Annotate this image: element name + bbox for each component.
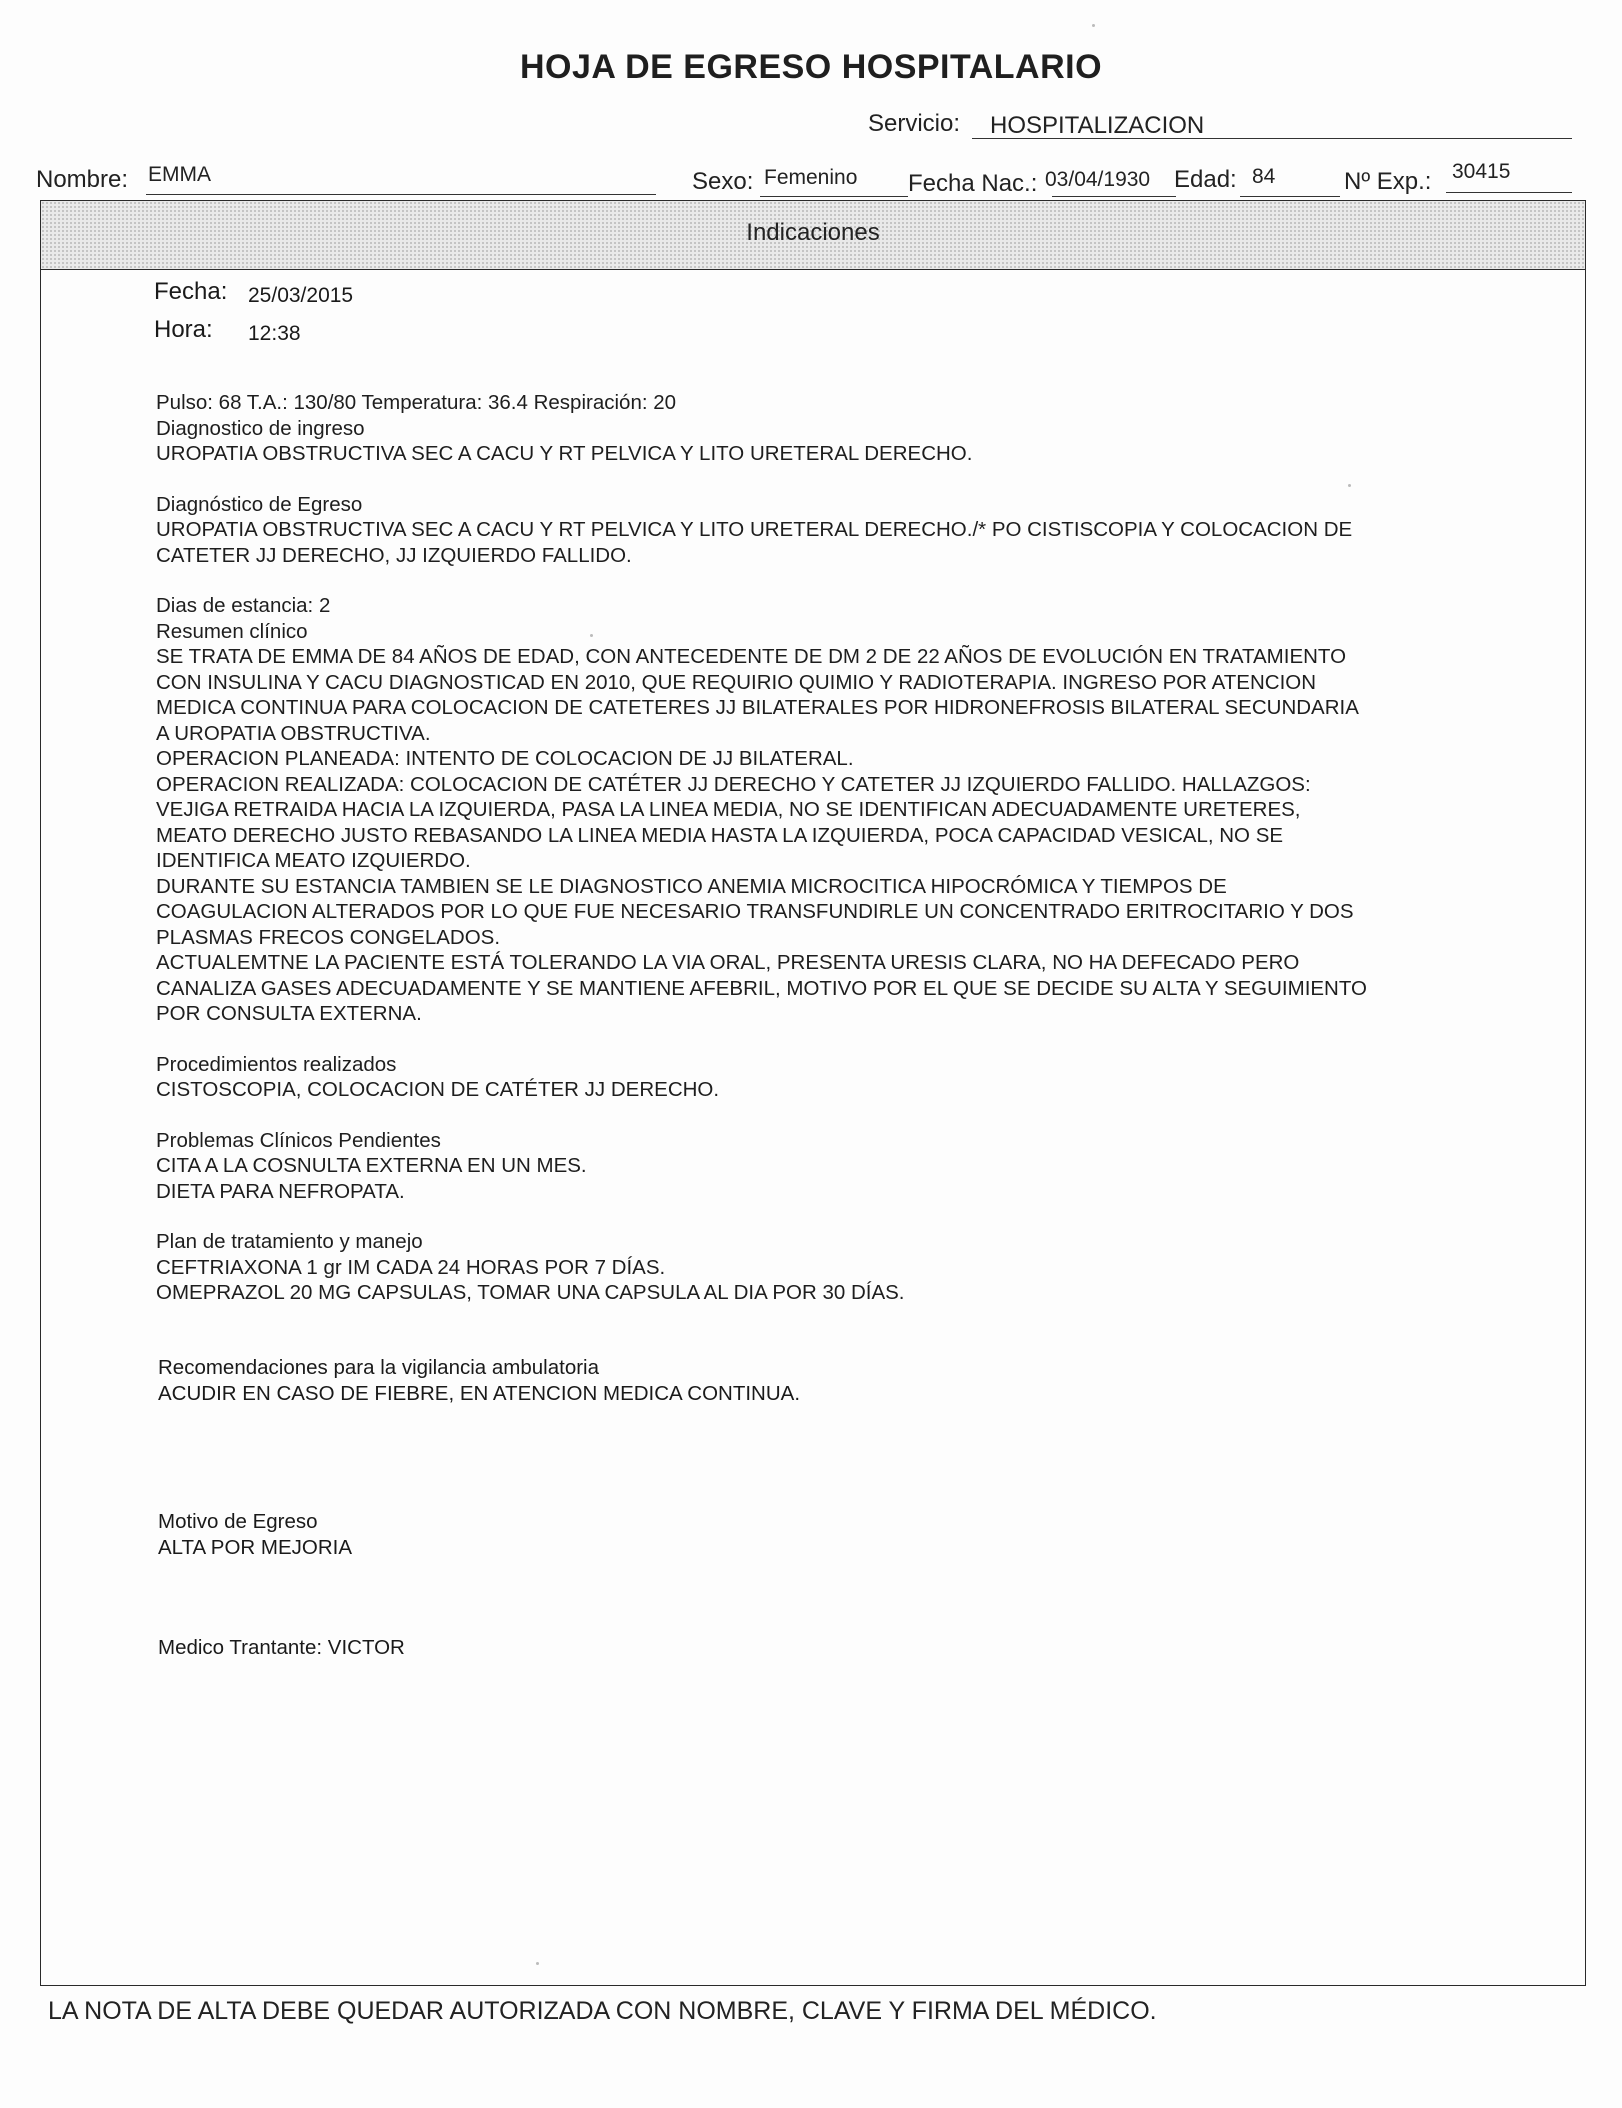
name-label: Nombre: xyxy=(36,166,129,193)
age-value: 84 xyxy=(1252,165,1276,188)
time-label: Hora: xyxy=(154,316,213,343)
name-underline xyxy=(146,194,656,195)
sex-underline xyxy=(760,196,908,197)
clinical-section xyxy=(156,1128,1516,1205)
recommendations-label: Recomendaciones para la vigilancia ambulatoria xyxy=(158,1356,600,1379)
section-line: CON INSULINA Y CACU DIAGNOSTICAD EN 2010, QUE REQUIRIO QUIMIO Y RADIOTERAPIA. INGRESO POR ATENCION xyxy=(156,670,1317,694)
service-underline xyxy=(972,138,1572,139)
scan-speck xyxy=(536,1962,539,1965)
age-label: Edad: xyxy=(1174,166,1237,193)
section-line: CISTOSCOPIA, COLOCACION DE CATÉTER JJ DERECHO. xyxy=(156,1078,720,1101)
time-value: 12:38 xyxy=(248,322,301,345)
clinical-sections xyxy=(156,390,1516,1306)
clinical-section xyxy=(156,1052,1516,1103)
date-value: 25/03/2015 xyxy=(248,284,354,307)
section-line: Diagnóstico de Egreso xyxy=(156,492,363,516)
section-line: OMEPRAZOL 20 MG CAPSULAS, TOMAR UNA CAPSULA AL DIA POR 30 DÍAS. xyxy=(156,1281,905,1304)
discharge-reason-value: ALTA POR MEJORIA xyxy=(158,1536,353,1559)
section-line: UROPATIA OBSTRUCTIVA SEC A CACU Y RT PELVICA Y LITO URETERAL DERECHO. xyxy=(156,442,973,465)
discharge-reason-section xyxy=(158,1509,352,1561)
discharge-reason-label: Motivo de Egreso xyxy=(158,1510,318,1533)
clinical-content xyxy=(156,390,1516,1331)
age-underline xyxy=(1240,196,1340,197)
section-line: Problemas Clínicos Pendientes xyxy=(156,1128,441,1152)
section-line: OPERACION PLANEADA: INTENTO DE COLOCACION DE JJ BILATERAL. xyxy=(156,747,854,770)
section-line: A UROPATIA OBSTRUCTIVA. xyxy=(156,721,431,745)
section-line: VEJIGA RETRAIDA HACIA LA IZQUIERDA, PASA LA LINEA MEDIA, NO SE IDENTIFICAN ADECUADAMENTE URETERES, xyxy=(156,798,1301,821)
birthdate-underline xyxy=(1052,196,1176,197)
clinical-section xyxy=(156,390,1516,467)
birthdate-value: 03/04/1930 xyxy=(1045,168,1151,191)
indications-title: Indicaciones xyxy=(746,219,880,246)
section-line: Resumen clínico xyxy=(156,619,308,643)
section-line: MEDICA CONTINUA PARA COLOCACION DE CATETERES JJ BILATERALES POR HIDRONEFROSIS BILATERAL SECUNDARIA xyxy=(156,696,1359,719)
name-value: EMMA xyxy=(148,163,211,186)
document-title: HOJA DE EGRESO HOSPITALARIO xyxy=(519,48,1103,86)
attending-physician: Medico Trantante: VICTOR xyxy=(158,1636,405,1659)
section-line: COAGULACION ALTERADOS POR LO QUE FUE NECESARIO TRANSFUNDIRLE UN CONCENTRADO ERITROCITARIO Y DOS xyxy=(156,900,1354,923)
birthdate-label: Fecha Nac.: xyxy=(908,170,1038,197)
date-label: Fecha: xyxy=(154,278,228,305)
section-line: Plan de tratamiento y manejo xyxy=(156,1230,423,1253)
scan-speck xyxy=(1348,484,1351,487)
recommendations-value: ACUDIR EN CASO DE FIEBRE, EN ATENCION MEDICA CONTINUA. xyxy=(158,1382,801,1405)
scan-speck xyxy=(590,634,593,637)
section-line: MEATO DERECHO JUSTO REBASANDO LA LINEA MEDIA HASTA LA IZQUIERDA, POCA CAPACIDAD VESICAL, NO SE xyxy=(156,823,1284,847)
section-line: PLASMAS FRECOS CONGELADOS. xyxy=(156,925,501,949)
section-line: Diagnostico de ingreso xyxy=(156,416,365,440)
section-line: IDENTIFICA MEATO IZQUIERDO. xyxy=(156,849,471,872)
clinical-section xyxy=(156,492,1516,569)
sex-label: Sexo: xyxy=(692,168,754,195)
section-line: Dias de estancia: 2 xyxy=(156,594,331,617)
section-line: DIETA PARA NEFROPATA. xyxy=(156,1179,405,1203)
service-label: Servicio: xyxy=(868,110,961,137)
record-underline xyxy=(1446,192,1572,193)
section-line: UROPATIA OBSTRUCTIVA SEC A CACU Y RT PELVICA Y LITO URETERAL DERECHO./* PO CISTISCOPIA Y COLOCACION DE xyxy=(156,518,1353,541)
recommendations-section xyxy=(158,1355,800,1407)
section-line: OPERACION REALIZADA: COLOCACION DE CATÉTER JJ DERECHO Y CATETER JJ IZQUIERDO FALLIDO. HALLAZGOS: xyxy=(156,772,1311,796)
scan-speck xyxy=(1092,24,1095,27)
section-line: CATETER JJ DERECHO, JJ IZQUIERDO FALLIDO. xyxy=(156,543,632,567)
section-line: POR CONSULTA EXTERNA. xyxy=(156,1002,422,1025)
record-label: Nº Exp.: xyxy=(1344,168,1432,195)
section-line: CEFTRIAXONA 1 gr IM CADA 24 HORAS POR 7 DÍAS. xyxy=(156,1255,666,1279)
authorization-footer: LA NOTA DE ALTA DEBE QUEDAR AUTORIZADA CON NOMBRE, CLAVE Y FIRMA DEL MÉDICO. xyxy=(48,1997,1157,2025)
section-line: Pulso: 68 T.A.: 130/80 Temperatura: 36.4 Respiración: 20 xyxy=(156,391,677,414)
indications-header xyxy=(41,201,1585,270)
section-line: DURANTE SU ESTANCIA TAMBIEN SE LE DIAGNOSTICO ANEMIA MICROCITICA HIPOCRÓMICA Y TIEMPOS DE xyxy=(156,874,1227,898)
sex-value: Femenino xyxy=(764,166,858,189)
section-line: CITA A LA COSNULTA EXTERNA EN UN MES. xyxy=(156,1154,587,1177)
clinical-section xyxy=(156,1229,1516,1306)
section-line: CANALIZA GASES ADECUADAMENTE Y SE MANTIENE AFEBRIL, MOTIVO POR EL QUE SE DECIDE SU ALTA Y SEGUIMIENTO xyxy=(156,976,1367,1000)
section-line: Procedimientos realizados xyxy=(156,1052,397,1076)
record-value: 30415 xyxy=(1452,160,1511,183)
section-line: SE TRATA DE EMMA DE 84 AÑOS DE EDAD, CON ANTECEDENTE DE DM 2 DE 22 AÑOS DE EVOLUCIÓN EN TRATAMIENTO xyxy=(156,645,1347,668)
section-line: ACTUALEMTNE LA PACIENTE ESTÁ TOLERANDO LA VIA ORAL, PRESENTA URESIS CLARA, NO HA DEFECADO PERO xyxy=(156,951,1300,974)
service-value: HOSPITALIZACION xyxy=(990,112,1205,139)
clinical-section xyxy=(156,593,1516,1027)
